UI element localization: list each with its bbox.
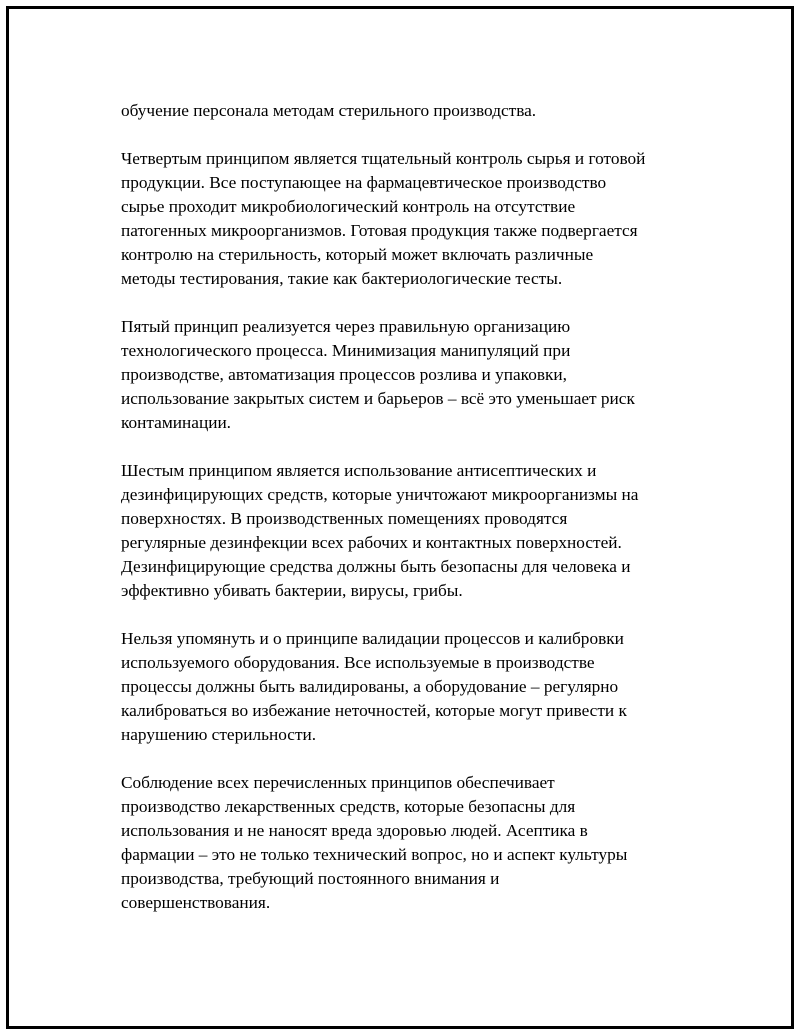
page-frame [6, 6, 794, 1029]
paragraph-2: Четвертым принципом является тщательный контроль сырья и готовой продукции. Все поступающее на фармацевтическое производство сырье проходит микробиологический контроль на отсутствие патогенных микроорганизмов. Готовая продукция также подвергается контролю на стерильность, который может включать различные методы тестирования, такие как бактериологические тесты. [121, 149, 646, 288]
paragraph-5: Нельзя упомянуть и о принципе валидации процессов и калибровки используемого оборудования. Все используемые в производстве процессы должны быть валидированы, а оборудование – регулярно калиброваться во избежание неточностей, которые могут привести к нарушению стерильности. [121, 629, 627, 744]
document-body [121, 99, 696, 939]
paragraph-4: Шестым принципом является использование антисептических и дезинфицирующих средств, которые уничтожают микроорганизмы на поверхностях. В производственных помещениях проводятся регулярные дезинфекции всех рабочих и контактных поверхностей. Дезинфицирующие средства должны быть безопасны для человека и эффективно убивать бактерии, вирусы, грибы. [121, 461, 639, 600]
paragraph-1: обучение персонала методам стерильного производства. [121, 101, 537, 120]
paragraph-6: Соблюдение всех перечисленных принципов обеспечивает производство лекарственных средств, которые безопасны для использования и не наносят вреда здоровью людей. Асептика в фармации – это не только технический вопрос, но и аспект культуры производства, требующий постоянного внимания и совершенствования. [121, 773, 628, 912]
paragraph-3: Пятый принцип реализуется через правильную организацию технологического процесса. Минимизация манипуляций при производстве, автоматизация процессов розлива и упаковки, использование закрытых систем и барьеров – всё это уменьшает риск контаминации. [121, 317, 635, 432]
